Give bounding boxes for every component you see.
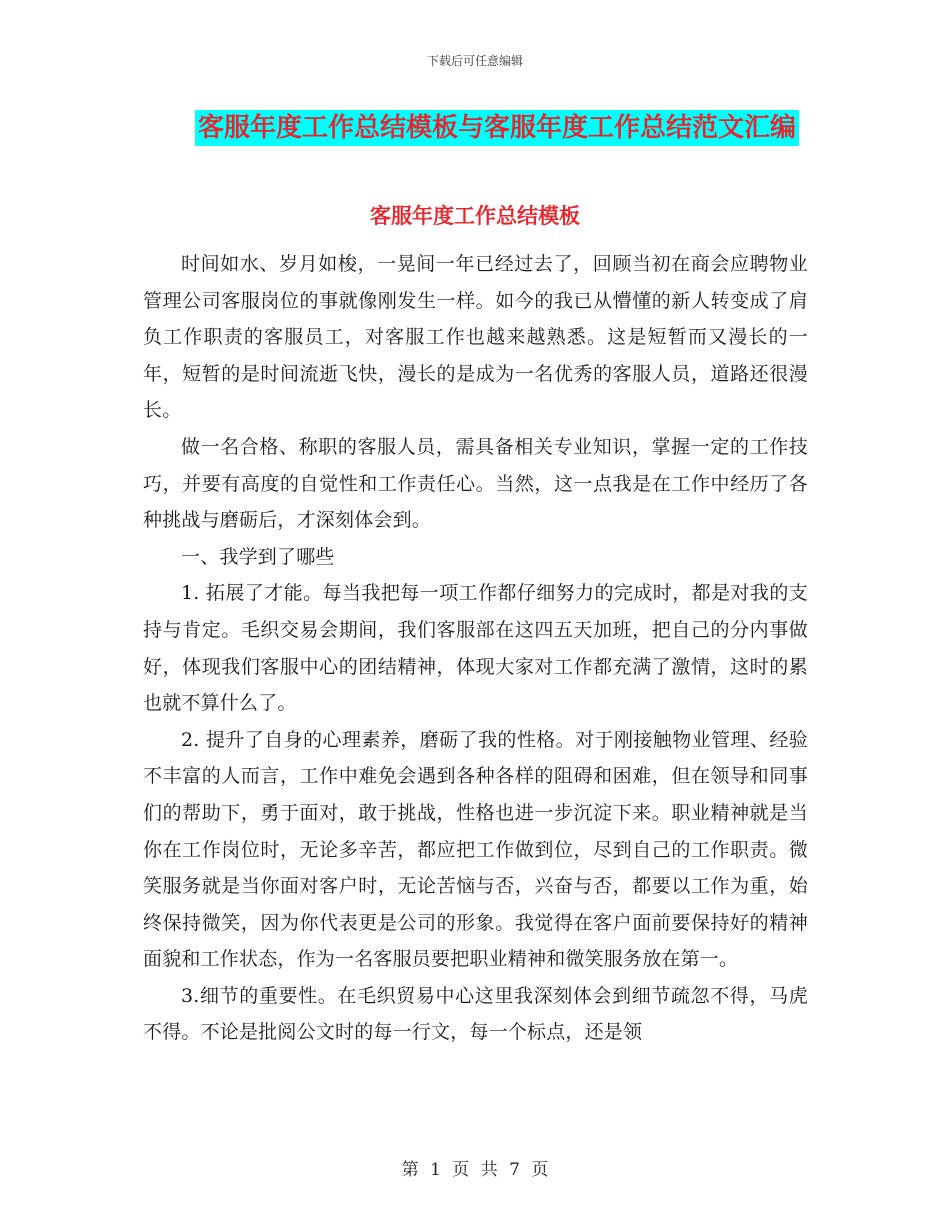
body-text [143, 246, 808, 1051]
paragraph-point-2: 2. 提升了自身的心理素养，磨砺了我的性格。对于刚接触物业管理、经验不丰富的人而言，工作中难免会遇到各种各样的阻碍和困难，但在领导和同事们的帮助下，勇于面对，敢于挑战，性格也进一步沉淀下来。职业精神就是当你在工作岗位时，无论多辛苦，都应把工作做到位，尽到自己的工作职责。微笑服务就是当你面对客户时，无论苦恼与否，兴奋与否，都要以工作为重，始终保持微笑，因为你代表更是公司的形象。我觉得在客户面前要保持好的精神面貌和工作状态，作为一名客服员要把职业精神和微笑服务放在第一。 [143, 728, 808, 971]
page-footer: 第 1 页 共 7 页 [401, 1160, 549, 1180]
paragraph-intro: 时间如水、岁月如梭，一晃间一年已经过去了，回顾当初在商会应聘物业管理公司客服岗位的事就像刚发生一样。如今的我已从懵懂的新人转变成了肩负工作职责的客服员工，对客服工作也越来越熟悉。这是短暂而又漫长的一年，短暂的是时间流逝飞快，漫长的是成为一名优秀的客服人员，道路还很漫长。 [143, 253, 808, 422]
paragraph-heading-learned: 一、我学到了哪些 [181, 545, 335, 568]
section-title: 客服年度工作总结模板 [370, 204, 580, 228]
header-note: 下载后可任意编辑 [426, 54, 523, 68]
paragraph-point-1: 1. 拓展了才能。每当我把每一项工作都仔细努力的完成时，都是对我的支持与肯定。毛织交易会期间，我们客服部在这四五天加班，把自己的分内事做好，体现我们客服中心的团结精神，体现大家对工作都充满了激情，这时的累也就不算什么了。 [143, 582, 808, 715]
paragraph-requirements: 做一名合格、称职的客服人员，需具备相关专业知识，掌握一定的工作技巧，并要有高度的自觉性和工作责任心。当然，这一点我是在工作中经历了各种挑战与磨砺后，才深刻体会到。 [143, 435, 808, 532]
paragraph-point-3: 3.细节的重要性。在毛织贸易中心这里我深刻体会到细节疏忽不得，马虎不得。不论是批阅公文时的每一行文，每一个标点，还是领 [143, 984, 808, 1044]
document-main-title: 客服年度工作总结模板与客服年度工作总结范文汇编 [195, 110, 799, 146]
